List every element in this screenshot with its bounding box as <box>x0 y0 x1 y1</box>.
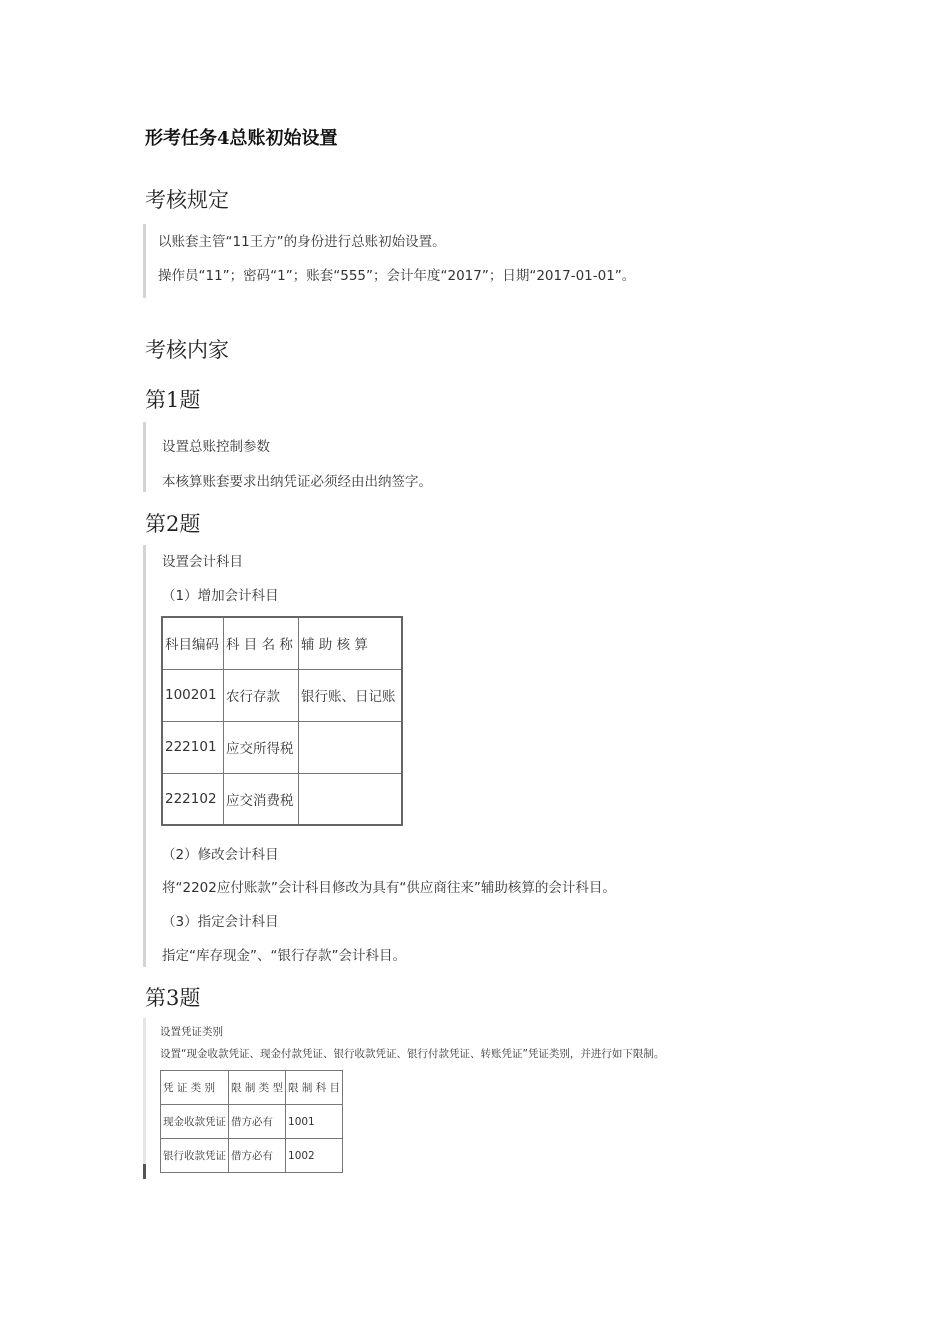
rules-line-2: 操作员“11”；密码“1”；账套“555”；会计年度“2017”；日期“2017-01-01”。 <box>158 268 636 284</box>
table-row <box>161 1139 343 1173</box>
document-title: 形考任务4总账初始设置 <box>145 128 338 149</box>
question-1-heading: 第1题 <box>145 388 201 412</box>
table-header-cell: 限 制 类 型 <box>229 1071 286 1105</box>
question-1-line-1: 设置总账控制参数 <box>162 439 270 455</box>
question-2-sub3: （3）指定会计科目 <box>162 914 279 930</box>
question-2-sub2: （2）修改会计科目 <box>162 847 279 863</box>
question-1-block <box>143 422 157 492</box>
question-1-line-2: 本核算账套要求出纳凭证必须经由出纳签字。 <box>162 474 432 490</box>
table-header-row <box>162 617 402 669</box>
table-header-row <box>161 1071 343 1105</box>
question-3-heading: 第3题 <box>145 986 201 1010</box>
question-2-sub3-text: 指定“库存现金”、“银行存款”会计科目。 <box>162 948 406 964</box>
table-row <box>161 1105 343 1139</box>
table-cell: 银行收款凭证 <box>161 1139 229 1173</box>
table-cell: 100201 <box>162 669 224 721</box>
table-header-cell: 科 目 名 称 <box>224 617 299 669</box>
question-3-text: 设置“现金收款凭证、现金付款凭证、银行收款凭证、银行付款凭证、转账凭证”凭证类别，并进行如下限制。 <box>160 1048 665 1060</box>
content-heading: 考核内家 <box>145 338 229 362</box>
add-accounts-table <box>161 616 403 826</box>
table-cell: 借方必有 <box>229 1105 286 1139</box>
table-cell: 银行账、日记账 <box>299 669 403 721</box>
question-2-sub2-text: 将“2202应付账款”会计科目修改为具有“供应商往来”辅助核算的会计科目。 <box>162 880 616 896</box>
rules-block <box>143 224 157 298</box>
voucher-type-table <box>160 1070 343 1173</box>
table-cell <box>299 773 403 825</box>
question-3-intro: 设置凭证类别 <box>160 1026 223 1038</box>
table-header-cell: 凭 证 类 别 <box>161 1071 229 1105</box>
table-cell: 现金收款凭证 <box>161 1105 229 1139</box>
table-cell: 应交所得税 <box>224 721 299 773</box>
table-header-cell: 辅 助 核 算 <box>299 617 403 669</box>
table-cell: 应交消费税 <box>224 773 299 825</box>
table-cell: 1001 <box>286 1105 343 1139</box>
table-cell: 农行存款 <box>224 669 299 721</box>
table-cell: 222101 <box>162 721 224 773</box>
question-2-intro: 设置会计科目 <box>162 554 243 570</box>
table-cell <box>299 721 403 773</box>
table-row <box>162 669 402 721</box>
question-2-block <box>143 545 157 967</box>
table-header-cell: 科目编码 <box>162 617 224 669</box>
table-cell: 借方必有 <box>229 1139 286 1173</box>
table-row <box>162 773 402 825</box>
question-2-sub1: （1）增加会计科目 <box>162 588 279 604</box>
question-2-heading: 第2题 <box>145 512 201 536</box>
table-cell: 222102 <box>162 773 224 825</box>
block-marker <box>143 1164 146 1179</box>
question-3-block <box>143 1018 157 1178</box>
rules-line-1: 以账套主管“11王方”的身份进行总账初始设置。 <box>158 234 446 250</box>
table-cell: 1002 <box>286 1139 343 1173</box>
table-header-cell: 限 制 科 目 <box>286 1071 343 1105</box>
table-row <box>162 721 402 773</box>
rules-heading: 考核规定 <box>145 188 229 212</box>
